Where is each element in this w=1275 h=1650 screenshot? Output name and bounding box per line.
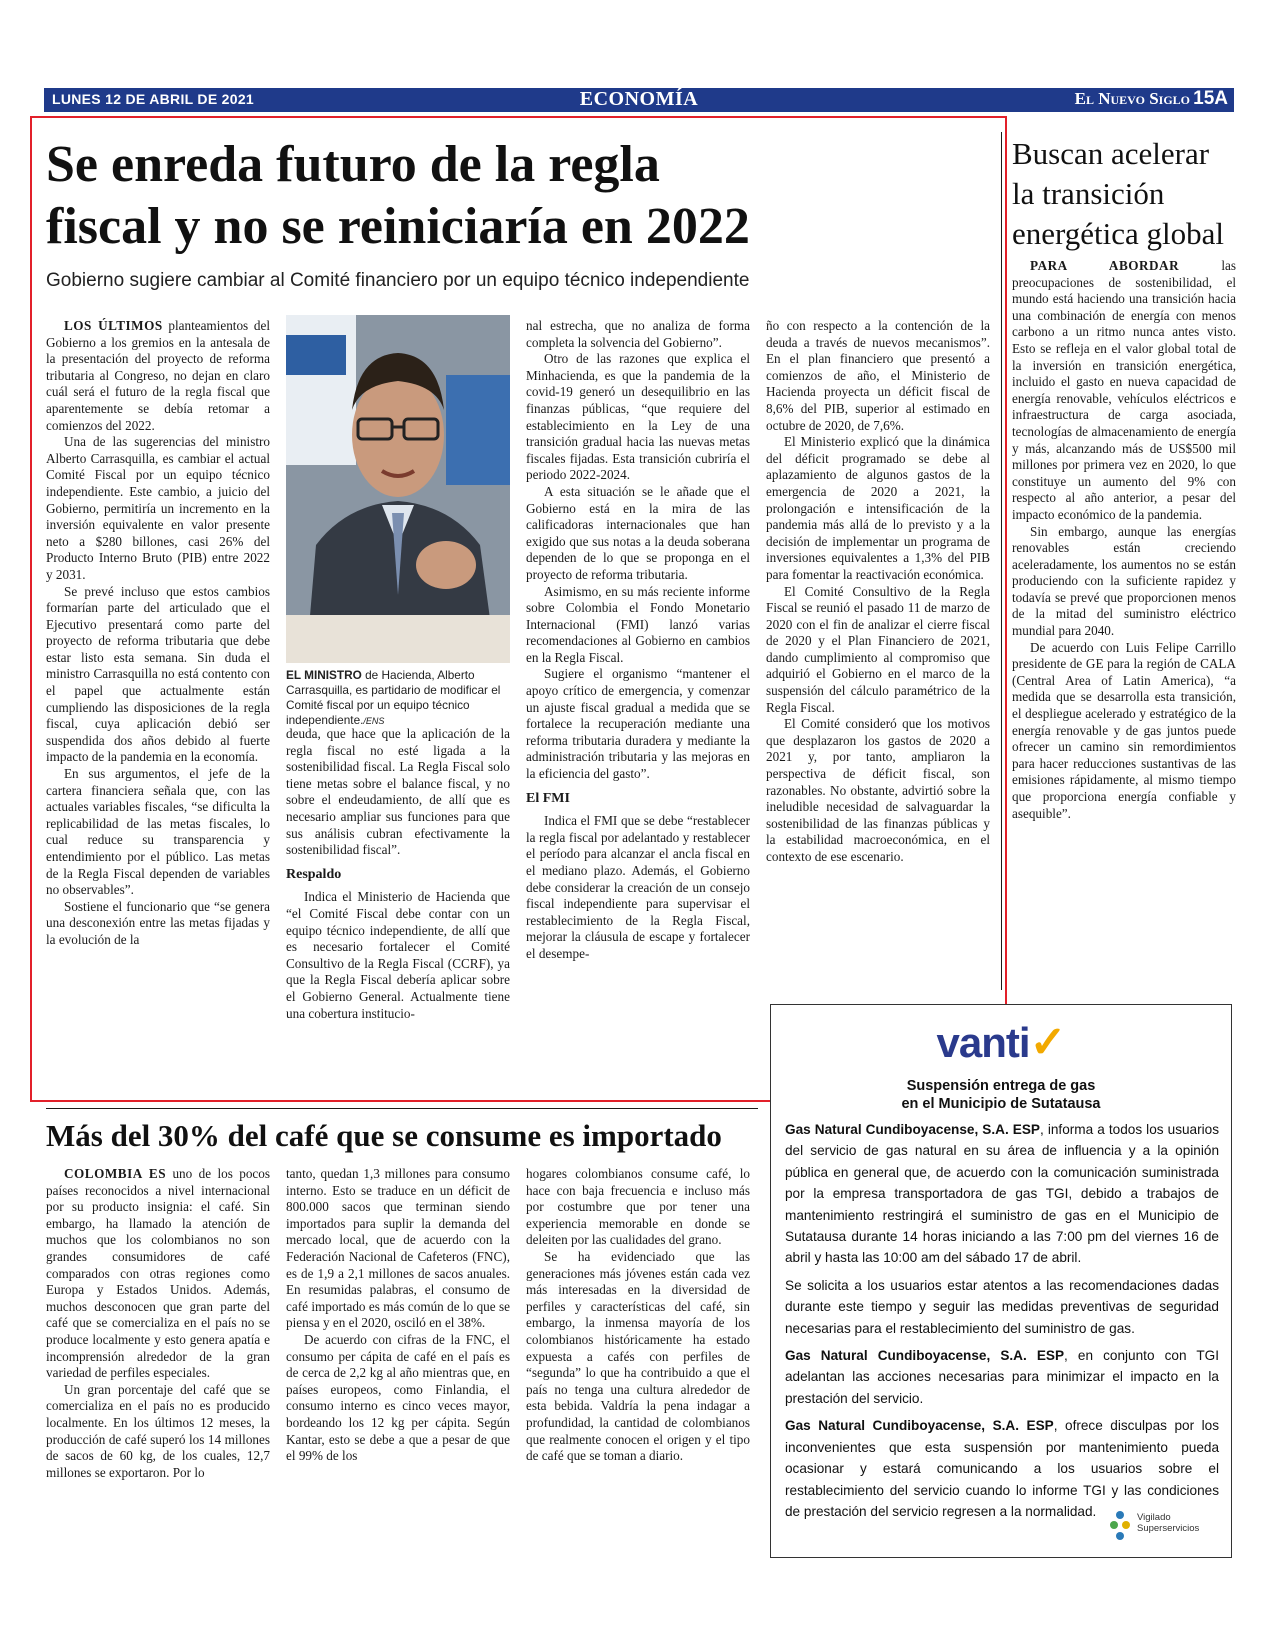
ad-paragraph: Gas Natural Cundiboyacense, S.A. ESP, ofrece disculpas por los inconvenientes que esta suspensión por mantenimiento pueda ocasionar y estará comunicando a los usuarios sobre el restablecimiento del servicio cuando lo informe TGI y las condiciones de prestación del servicio regresen a la normalidad. <box>785 1418 1219 1519</box>
cafe-column-3 <box>526 1166 750 1465</box>
page-header-bar <box>44 88 1234 112</box>
lead-in: COLOMBIA ES <box>64 1166 167 1181</box>
check-icon: ✓ <box>1029 1018 1066 1067</box>
paragraph: Sugiere el organismo “mantener el apoyo crítico de emergencia, y comenzar un ajuste fiscal gradual a medida que se fortalece la recuperación mediante una reforma tributaria duradera y mediante la administración tributaria y las mejoras en la eficiencia del gasto”. <box>526 666 750 782</box>
side-headline-line-1: Buscan acelerar <box>1012 136 1210 171</box>
lead-in: LOS ÚLTIMOS <box>64 318 163 333</box>
ad-paragraph: Se solicita a los usuarios estar atentos a las recomendaciones dadas durante este tiempo y seguir las medidas preventivas de seguridad necesarias para el restablecimiento del suministro de gas. <box>785 1277 1219 1336</box>
paragraph: De acuerdo con Luis Felipe Carrillo presidente de GE para la región de CALA (Central Area of Latin America), “a medida que se desarrolla esta transición, el despliegue acelerado y estratégico de la energía renovable y de gas juntos puede ofrecer un camino sin remordimientos para hacer reducciones sustantivas de las emisiones rápidamente, al mismo tiempo que proporciona energía confiable y asequible”. <box>1012 639 1236 821</box>
paragraph: De acuerdo con cifras de la FNC, el consumo per cápita de café en el país es de cerca de 2,2 kg al año mientras que, en países europeos, como Finlandia, el consumo interno es cinco veces mayor, bordeando los 12 kg per cápita. Según Kantar, esto se debe a que a pesar de que el 99% de los <box>286 1331 510 1464</box>
paragraph: Se prevé incluso que estos cambios formarían parte del articulado que el Ejecutivo presentará como parte del proyecto de reforma tributaria que debe estar listo esta semana. Sin duda el ministro Carrasquilla no está contento con el papel que actualmente están cumpliendo las disposiciones de la regla fiscal, cuya aplicación debió ser suspendida dos años debido al fuerte impacto de la pandemia en la economía. <box>46 583 270 765</box>
company-name: Gas Natural Cundiboyacense, S.A. ESP <box>785 1122 1040 1137</box>
company-name: Gas Natural Cundiboyacense, S.A. ESP <box>785 1418 1054 1434</box>
superservicios-icon <box>1107 1509 1133 1543</box>
paragraph: Indica el FMI que se debe “restablecer la regla fiscal por adelantado y restablecer el período para alcanzar el ancla fiscal en el mediano plazo. Además, el Gobierno debe considerar la creación de un consejo fiscal independiente para supervisar el restablecimiento de la Regla Fiscal, mejorar la cláusula de escape y fortalecer el desempe- <box>526 813 750 961</box>
paragraph: Sin embargo, aunque las energías renovables están creciendo aceleradamente, los aumentos no se están produciendo con la suficiente rapidez y todavía se prevé que proporcionen menos de la mitad del suministro eléctrico mundial para 2040. <box>1012 523 1236 639</box>
paragraph: deuda, que hace que la aplicación de la regla fiscal no esté ligada a la sostenibilidad fiscal. La Regla Fiscal solo tiene metas sobre el balance fiscal, y no sobre el endeudamiento, de allí que es necesario ampliar sus funciones para que sus análisis cubran efectivamente la sostenibilidad fiscal”. <box>286 726 510 858</box>
paragraph: Sostiene el funcionario que “se genera una desconexión entre las metas fijadas y la evolución de la <box>46 898 270 947</box>
cafe-column-2 <box>286 1166 510 1465</box>
main-subhead: Gobierno sugiere cambiar al Comité financiero por un equipo técnico independiente <box>46 270 750 291</box>
paragraph: COLOMBIA ES uno de los pocos países reconocidos a nivel internacional por su producto insignia: el café. Sin embargo, ha llamado la atención de muchos que los colombianos no son grandes consumidores de café comparados con otras regiones como Europa y Estados Unidos. Además, muchos desconocen que gran parte del café que se comercializa en el país no se produce localmente y esto genera apatía e incomprensión alrededor de la gran variedad de perfiles especiales. <box>46 1166 271 1381</box>
ad-title-line-2: en el Municipio de Sutatausa <box>901 1096 1101 1112</box>
vanti-ad <box>770 1004 1232 1558</box>
paragraph: tanto, quedan 1,3 millones para consumo interno. Esto se traduce en un déficit de 800.000 sacos que terminan siendo importados para suplir la demanda del mercado local, que de acuerdo con la Federación Nacional de Cafeteros (FNC), es de 1,9 a 2,1 millones de sacos anuales. En resumidas palabras, el consumo de café importado es más común de lo que se piensa y en el 2020, osciló en el 38%. <box>286 1166 510 1331</box>
paragraph: Indica el Ministerio de Hacienda que “el Comité Fiscal debe contar con un equipo técnico independiente, de allí que es necesario fortalecer el Comité Consultivo de la Regla Fiscal (CCRF), ya que la Regla Fiscal debería aplicar sobre el Gobierno General. Actualmente tiene una cobertura institucio- <box>286 889 510 1021</box>
main-column-4 <box>766 318 990 866</box>
header-date: LUNES 12 DE ABRIL DE 2021 <box>52 91 255 107</box>
cafe-headline: Más del 30% del café que se consume es importado <box>46 1118 722 1153</box>
paragraph: hogares colombianos consume café, lo hace con baja frecuencia e incluso más por costumbre que por tener una experiencia memorable en donde se deleiten por las cualidades del grano. <box>526 1166 750 1248</box>
cafe-column-1 <box>46 1166 270 1481</box>
paragraph: Otro de las razones que explica el Minhacienda, es que la pandemia de la covid-19 generó un desequilibrio en las finanzas públicas, “que requiere del establecimiento en la Ley de una transición gradual hacia las nuevas metas fiscales fijadas. Esta transición cubriría el periodo 2022-2024. <box>526 351 750 483</box>
main-column-3 <box>526 318 750 963</box>
ad-body <box>785 1119 1219 1528</box>
vanti-logo-text: vanti <box>936 1019 1030 1066</box>
paragraph: El Ministerio explicó que la dinámica del déficit programado se debe al aplazamiento de algunos gastos de la emergencia de 2020 a 2021, la prolongación e intensificación de la pandemia más allá de lo previsto y a la decisión de implementar un programa de inversiones equivalentes a 1,3% del PIB para fomentar la reactivación económica. <box>766 434 990 582</box>
paragraph: LOS ÚLTIMOS planteamientos del Gobierno a los gremios en la antesala de la presentación del proyecto de reforma tributaria al Congreso, no dejan en claro cuál será el futuro de la regla fiscal que aparentemente se debía retomar a comienzos del 2022. <box>46 318 270 433</box>
minister-photo <box>286 315 510 663</box>
header-paper-name: El Nuevo Siglo <box>1074 89 1190 108</box>
caption-credit: /ENS <box>363 716 385 726</box>
ad-title <box>771 1077 1231 1113</box>
paragraph: Se ha evidenciado que las generaciones más jóvenes están cada vez más interesadas en la diversidad de perfiles y características del café, sin embargo, la inmensa mayoría de los colombianos históricamente ha estado expuesta a cafés con perfiles de “segunda” lo que ha contribuido a que el país no tenga una cultura alrededor de esta bebida. Valdría la pena indagar a profundidad, la cantidad de colombianos que realmente conocen el origen y el tipo de café que se toman a diario. <box>526 1248 750 1464</box>
ad-paragraph: Gas Natural Cundiboyacense, S.A. ESP, informa a todos los usuarios del servicio de gas natural en su área de influencia y a la opinión pública en general que, de acuerdo con la comunicación suministrada por la empresa transportadora de gas TGI, debido a trabajos de mantenimiento restringirá el suministro de gas en el Municipio de Sutatausa durante 14 horas iniciando a las 7:00 pm del viernes 16 de abril y hasta las 10:00 am del sábado 17 de abril. <box>785 1122 1220 1266</box>
paragraph: PARA ABORDAR las preocupaciones de sostenibilidad, el mundo está haciendo una transición hacia una combinación de energía con menos carbono a un ritmo nunca antes visto. Esto se refleja en el valor global total de la inversión en transición energética, incluido el gasto en nueva capacidad de energía renovable, vehículos eléctricos e infraestructura de carga asociada, tecnologías de almacenamiento de energía y más, alcanzando más de US$500 mil millones por primera vez en 2020, lo que constituye un aumento del 9% con respecto al año anterior, a pesar del impacto económico de la pandemia. <box>1012 258 1236 522</box>
vanti-logo <box>771 1017 1231 1068</box>
section-divider <box>46 1108 758 1109</box>
subsection-heading: Respaldo <box>286 866 342 882</box>
column-divider <box>1001 132 1002 990</box>
vigilado-superservicios-badge <box>1107 1509 1217 1543</box>
paragraph: Un gran porcentaje del café que se comercializa en el país no es producido localmente. En los últimos 12 meses, la producción de café superó los 14 millones de sacos de 60 kg, de los cuales, 12,7 millones se exportaron. Por lo <box>46 1381 270 1480</box>
header-page-number: 15A <box>1193 88 1228 109</box>
ad-title-line-1: Suspensión entrega de gas <box>906 1078 1096 1094</box>
lead-in: PARA ABORDAR <box>1030 258 1180 273</box>
header-section: ECONOMÍA <box>579 88 699 110</box>
paragraph: En sus argumentos, el jefe de la cartera financiera señala que, con las actuales variables fiscales, “se dificulta la replicabilidad de las metas fiscales, lo cual reduce su transparencia y entendimiento por el público. Las metas de la Regla Fiscal dependen de variables no observables”. <box>46 766 270 898</box>
side-headline-line-2: la transición <box>1012 176 1165 211</box>
side-article-body <box>1012 258 1236 822</box>
company-name: Gas Natural Cundiboyacense, S.A. ESP <box>785 1348 1065 1364</box>
side-headline-line-3: energética global <box>1012 216 1225 251</box>
main-headline <box>46 134 826 258</box>
main-headline-line-1: Se enreda futuro de la regla <box>46 136 660 193</box>
main-column-2 <box>286 726 510 1022</box>
caption-text: de Hacienda, Alberto Carrasquilla, es partidario de modificar el Comité fiscal por un equipo técnico independiente. <box>286 668 501 727</box>
ad-paragraph: Gas Natural Cundiboyacense, S.A. ESP, en conjunto con TGI adelantan las acciones necesarias para minimizar el impacto en la prestación del servicio. <box>785 1348 1219 1406</box>
photo-caption <box>286 668 510 729</box>
main-column-1 <box>46 318 270 949</box>
paragraph: Asimismo, en su más reciente informe sobre Colombia el Fondo Monetario Internacional (FMI) lanzó varias recomendaciones al Gobierno en cambios en la Regla Fiscal. <box>526 583 750 665</box>
minister-photo-illustration <box>286 315 510 663</box>
paragraph: nal estrecha, que no analiza de forma completa la solvencia del Gobierno”. <box>526 318 750 350</box>
paragraph: Una de las sugerencias del ministro Alberto Carrasquilla, es cambiar el actual Comité Fiscal por un equipo técnico independiente. Este cambio, a juicio del Gobierno, permitiría un incremento en la inversión equivalente en valor presente neto a $280 billones, casi 26% del Producto Interno Bruto (PIB) entre 2022 y 2031. <box>46 434 270 582</box>
paragraph: ño con respecto a la contención de la deuda a través de nuevos mecanismos”. En el plan financiero que presentó a comienzos de año, el Ministerio de Hacienda proyecta un déficit fiscal de 8,6% del PIB, superior al estimado en octubre de 2020, de 7,6%. <box>766 318 990 433</box>
vigilado-text: Vigilado Superservicios <box>1137 1512 1200 1534</box>
paragraph: El Comité Consultivo de la Regla Fiscal se reunió el pasado 11 de marzo de 2020 con el fin de analizar el cierre fiscal de 2020 y el Plan Financiero de 2021, dando cumplimiento al compromiso que adquirió el Gobierno en el marco de la suspensión del cálculo paramétrico de la Regla Fiscal. <box>766 583 990 715</box>
caption-lead: EL MINISTRO <box>286 668 362 682</box>
paragraph: A esta situación se le añade que el Gobierno está en la mira de las calificadoras internacionales que han exigido que sus notas a la deuda soberana dependen de lo que se proponga en el proyecto de reforma tributaria. <box>526 483 750 582</box>
main-headline-line-2: fiscal y no se reiniciaría en 2022 <box>46 198 750 255</box>
paragraph: El Comité consideró que los motivos que desplazaron los gastos de 2020 a 2021 y, por tanto, ampliaron la perspectiva de déficit fiscal, son razonables. No obstante, advirtió sobre la ineludible necesidad de salvaguardar la sostenibilidad de las finanzas públicas y la estabilidad macroeconómica, en el contexto de ese escenario. <box>766 716 990 864</box>
subsection-heading: El FMI <box>526 790 570 806</box>
side-headline <box>1012 134 1242 254</box>
